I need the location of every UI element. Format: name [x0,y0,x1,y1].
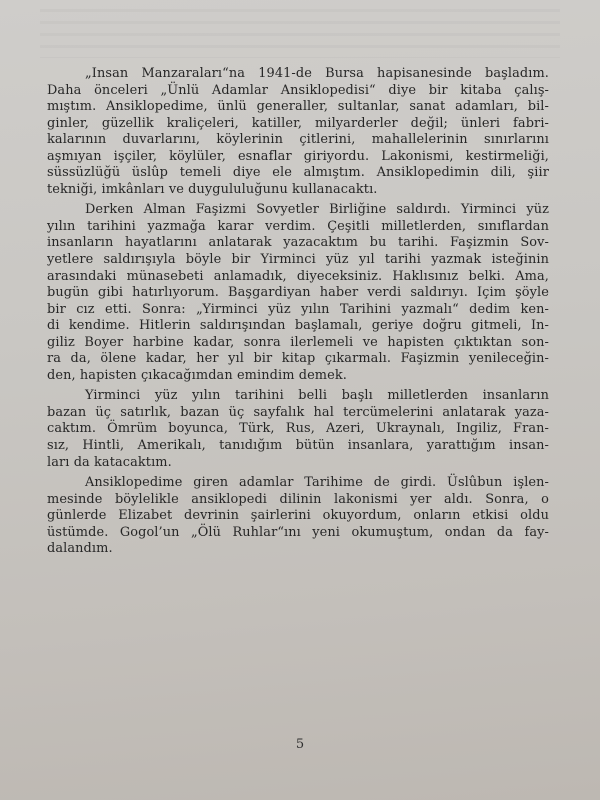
text-line: mesinde böylelikle ansiklopedi dilinin lakonismi yer aldı. Sonra, o [47,491,549,507]
text-line: aşmıyan işçiler, köylüler, esnaflar giriyordu. Lakonismi, kestirmeliği, [47,148,549,164]
text-line: insanların hayatlarını anlatarak yazacaktım bu tarihi. Faşizmin Sov- [47,235,549,251]
text-line: kalarının duvarlarını, köylerinin çitlerini, mahallelerinin sınırlarını [47,132,549,148]
paragraph-2 [47,202,549,384]
text-line: günlerde Elizabet devrinin şairlerini okuyordum, onların etkisi oldu [47,508,549,524]
page-body [47,66,549,562]
text-line: giliz Boyer harbine kadar, sonra ilerlemeli ve hapisten çıktıktan son- [47,334,549,350]
paragraph-4 [47,475,549,558]
text-line: Ansiklopedime giren adamlar Tarihime de girdi. Üslûbun işlen- [85,475,549,491]
text-line: Yirminci yüz yılın tarihini belli başlı milletlerden insanların [85,388,549,404]
paragraph-1 [47,66,549,198]
text-line: tekniği, imkânları ve duygululuğunu kullanacaktı. [47,181,378,197]
text-line: Derken Alman Faşizmi Sovyetler Birliğine saldırdı. Yirminci yüz [85,202,549,218]
text-line: üstümde. Gogol’un „Ölü Ruhlar“ını yeni okumuştum, ondan da fay- [47,524,549,540]
paragraph-3 [47,388,549,471]
text-line: Daha önceleri „Ünlü Adamlar Ansiklopedisi“ diye bir kitaba çalış- [47,82,549,98]
text-line: sız, Hintli, Amerikalı, tanıdığım bütün insanlara, yarattığım insan- [47,438,549,454]
text-line: mıştım. Ansiklopedime, ünlü generaller, sultanlar, sanat adamları, bil- [47,99,549,115]
text-line: süssüzlüğü üslûp temeli diye ele almıştım. Ansiklopedimin dili, şiir [47,165,549,181]
text-line: yetlere saldırışıyla böyle bir Yirminci yüz yıl tarihi yazmak isteğinin [47,252,549,268]
text-line: bugün gibi hatırlıyorum. Başgardiyan haber verdi saldırıyı. Içim şöyle [47,285,549,301]
text-line: ginler, güzellik kraliçeleri, katiller, milyarderler değil; ünleri fabri- [47,115,549,131]
page-number: 5 [295,737,305,752]
text-line: bir cız etti. Sonra: „Yirminci yüz yılın Tarihini yazmalı“ dedim ken- [47,301,549,317]
text-line: caktım. Ömrüm boyunca, Türk, Rus, Azeri, Ukraynalı, Ingiliz, Fran- [47,421,549,437]
text-line: ları da katacaktım. [47,454,172,470]
text-line: yılın tarihini yazmağa karar verdim. Çeşitli milletlerden, sınıflardan [47,218,549,234]
text-line: di kendime. Hitlerin saldırışından başlamalı, geriye doğru gitmeli, In- [47,318,549,334]
bleed-through-text [40,0,560,58]
text-line: den, hapisten çıkacağımdan emindim demek. [47,367,347,383]
text-line: arasındaki münasebeti anlamadık, diyeceksiniz. Haklısınız belki. Ama, [47,268,549,284]
text-line: „Insan Manzaraları“na 1941-de Bursa hapisanesinde başladım. [85,66,549,81]
text-line: ra da, ölene kadar, her yıl bir kitap çıkarmalı. Faşizmin yenileceğin- [47,351,549,367]
text-line: bazan üç satırlık, bazan üç sayfalık hal tercümelerini anlatarak yaza- [47,404,549,420]
text-line: dalandım. [47,541,113,557]
